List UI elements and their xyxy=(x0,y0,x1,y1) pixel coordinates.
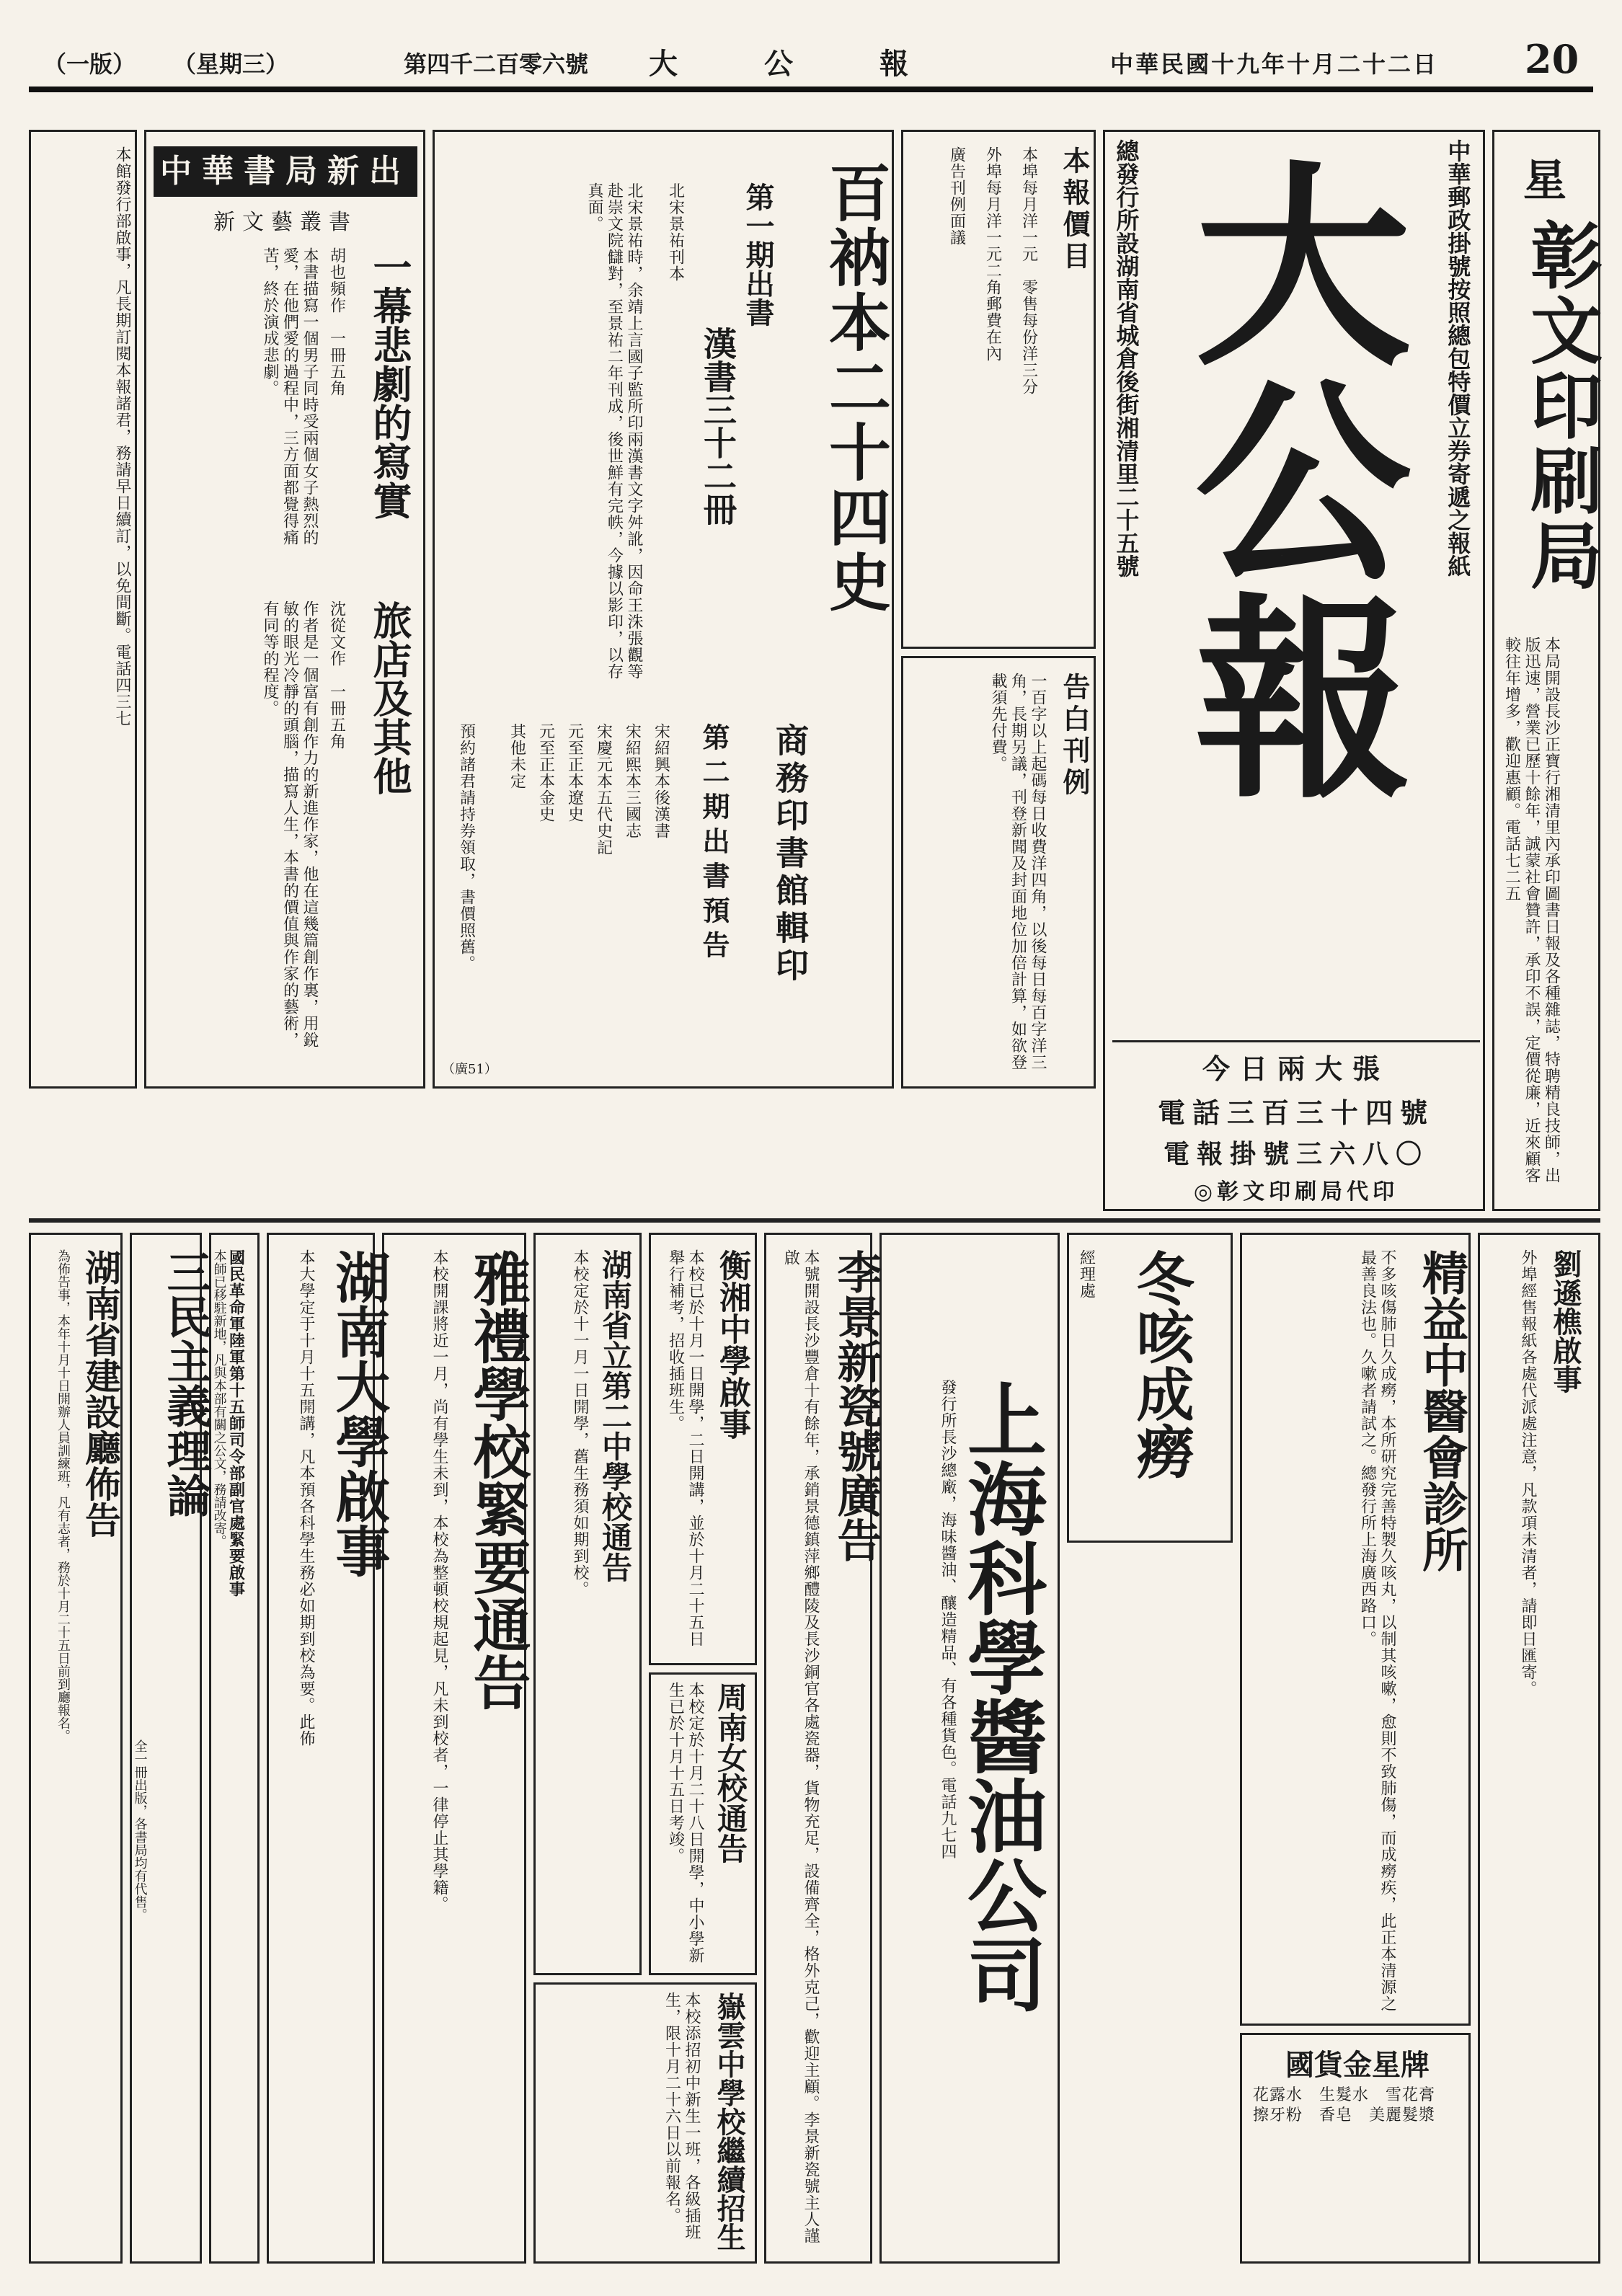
ad-rates-title: 告白刊例 xyxy=(1058,673,1091,799)
ad-body: 本師已移駐新地，凡與本部有關之公文，務請改寄。 xyxy=(211,1249,227,1548)
phone: 電話三百三十四號 xyxy=(1157,1096,1435,1129)
zhonghua-subtitle: 新文藝叢書 xyxy=(213,210,358,235)
ad-body: 本校已於十月一日開學，二日開講，並於十月二十五日舉行補考，招收插班生。 xyxy=(666,1249,704,1647)
ad-rates-text: 一百字以上起碼每日收費洋四角，以後每日每百字洋三角，長期另議，刊登新聞及封面地位加倍計算，如欲登載須先付費。 xyxy=(989,673,1047,1071)
second-period: 第二期出書預告 xyxy=(698,723,730,965)
address: 總發行所設湖南省城倉後街湘清里二十五號 xyxy=(1112,139,1140,577)
preview-item: 宋紹熙本三國志 xyxy=(623,723,642,839)
masthead-paper-name: 大 公 報 xyxy=(649,47,937,81)
book1-title: 一幕悲劇的寫實 xyxy=(367,247,413,520)
book1-desc: 本書描寫一個男子同時受兩個女子熱烈的愛，在他們愛的過程中，三方面都覺得痛苦，終於演成悲劇。 xyxy=(261,247,319,546)
ad-title: 劉遜樵啟事 xyxy=(1548,1249,1582,1393)
ad-body: 本大學定于十月十五開講，凡本預各科學生務必如期到校為要。此佈 xyxy=(297,1249,315,1747)
edition: （一版） xyxy=(43,50,136,78)
zhonghua-ad xyxy=(144,130,425,1089)
ad-kexue-soy xyxy=(879,1233,1060,2264)
ad-title: 湖南大學啟事 xyxy=(327,1249,391,1578)
book2-author: 沈從文作 一冊五角 xyxy=(327,600,346,750)
ad-title: 雅禮學校緊要通告 xyxy=(464,1249,531,1711)
ad-zhounan-school xyxy=(649,1672,757,1975)
price-line-1: 本埠每月洋一元 零售每份洋三分 xyxy=(1019,146,1038,395)
ad-cough xyxy=(1067,1233,1233,1543)
ad-title: 嶽雲中學校繼續招生 xyxy=(712,1992,746,2251)
ad-body: 不多咳傷肺日久成癆，本所研究完善特製久咳丸，以制其咳嗽，愈則不致肺傷，而成癆疾，此正本清源之最善良法也。久嗽者請試之。總發行所上海廣西路口。 xyxy=(1358,1249,1396,2012)
ad-hunan-university xyxy=(267,1233,391,2264)
ad-lower-right xyxy=(1478,1233,1600,2264)
ad-construction-bureau xyxy=(29,1233,123,2264)
ad-title: 精益中醫會診所 xyxy=(1414,1249,1468,1572)
main-title: 大公報 xyxy=(1158,154,1413,802)
ad-body: 外埠經售報紙各處代派處注意，凡款項未清者，請即日匯寄。 xyxy=(1519,1249,1537,1697)
ad-ref-no: （廣51） xyxy=(442,1062,497,1077)
price-title: 本報價目 xyxy=(1058,146,1091,273)
left-notice-column xyxy=(29,130,137,1089)
issue-number: 第四千二百零六號 xyxy=(404,50,589,78)
baina-publisher: 商務印書館輯印 xyxy=(771,723,810,985)
printer-name: 彰文印刷局 xyxy=(1518,218,1603,593)
left-notice-text: 本館發行部啟事，凡長期訂閱本報諸君，務請早日續訂，以免間斷。電話四三七 xyxy=(113,146,131,727)
order-note: 預約諸君請持券領取，書價照舊。 xyxy=(457,723,476,972)
ad-title: 周南女校通告 xyxy=(713,1682,748,1863)
masthead-line xyxy=(29,87,1593,92)
title-block xyxy=(1103,130,1485,1211)
book1-author: 胡也頻作 一冊五角 xyxy=(327,247,346,396)
ad-sanmin-theory xyxy=(130,1233,212,2264)
ad-hengxiang-school xyxy=(649,1233,757,1665)
book2-desc: 作者是一個富有創作力的新進作家，他在這幾篇創作裏，用銳敏的眼光冷靜的頭腦，描寫人生，本書的價值與作家的藝術，有同等的程度。 xyxy=(261,600,319,1048)
weekday: （星期三） xyxy=(173,50,289,78)
ad-title: 上海科學醬油公司 xyxy=(954,1379,1047,2013)
left-column-ad xyxy=(1492,130,1603,1211)
ad-yueyun-school xyxy=(533,1982,757,2264)
ad-title: 三民主義理論 xyxy=(159,1249,212,1517)
cable: 電報掛號三六八〇 xyxy=(1163,1139,1429,1169)
ad-body: 花露水 生髮水 雪花膏 擦牙粉 香皂 美麗髮漿 xyxy=(1253,2086,1453,2124)
baina-title: 百衲本二十四史 xyxy=(818,161,891,615)
ad-body: 本校定於十月二十八日開學，中小學新生已於十月十五日考竣。 xyxy=(666,1682,704,1964)
preview-item: 其他未定 xyxy=(508,723,526,789)
ad-title: 湖南省建設廳佈告 xyxy=(79,1249,122,1538)
price-box xyxy=(901,130,1096,649)
ad-body: 本校添招初中新生一班，各級插班生，限十月二十六日以前報名。 xyxy=(662,1992,701,2240)
postal-note: 中華郵政掛號按照總包特價立券寄遞之報紙 xyxy=(1444,139,1472,577)
baina-ad xyxy=(433,130,894,1089)
ad-title: 國貨金星牌 xyxy=(1285,2048,1430,2082)
price-line-3: 廣告刊例面議 xyxy=(947,146,966,246)
ad-body: 本校定於十一月一日開學，舊生務須如期到校。 xyxy=(571,1249,589,1597)
ad-jingyi-clinic xyxy=(1240,1233,1471,2026)
ad-body: 為佈告事，本年十月十日開辦人員訓練班，凡有志者，務於十月二十五日前到廳報名。 xyxy=(56,1249,71,1742)
ad-body: 全一冊出版，各書局均有代售。 xyxy=(132,1739,148,1921)
ad-yali-school xyxy=(382,1233,531,2264)
date-line: 中華民國十九年十月二十二日 xyxy=(1110,50,1439,78)
ad-title: 冬咳成癆 xyxy=(1127,1249,1195,1480)
book2-title: 旅店及其他 xyxy=(367,600,413,795)
ad-title: 李景新瓷號廣告 xyxy=(830,1249,882,1562)
ad-body: 本號開設長沙豐倉十有餘年，承銷景德鎮萍鄉醴陵及長沙銅官各處瓷器，貨物充足，設備齊全，格外克己，歡迎主顧。李景新瓷號主人謹啟 xyxy=(781,1249,820,2244)
han-book: 漢書三十二冊 xyxy=(699,327,737,526)
ad-jinxing-brand xyxy=(1240,2033,1471,2264)
baina-description: 北宋景祐時，余靖上言國子監所印兩漢書文字舛訛，因命王洙張觀等赴崇文院讎對，至景祐二年刊成，後世鮮有完帙，今據以影印，以存真面。 xyxy=(585,182,643,680)
printer-text: 本局開設長沙正寶行湘清里內承印圖書日報及各種雜誌，特聘精良技師，出版迅速，營業已歷十餘年，誠蒙社會贊許，承印不誤，定價從廉，近來顧客較往年增多，歡迎惠顧。電話七二五 xyxy=(1502,637,1561,1184)
ad-body: 本校開課將近一月，尚有學生未到，本校為整頓校規起見，凡未到校者，一律停止其學籍。 xyxy=(430,1249,448,1912)
preview-item: 元至正本遼史 xyxy=(565,723,584,823)
preview-item: 宋慶元本五代史記 xyxy=(594,723,613,856)
ad-li-jingxin-porcelain xyxy=(764,1233,882,2264)
han-note: 北宋景祐刊本 xyxy=(666,182,685,282)
printer-credit: ◎彰文印刷局代印 xyxy=(1193,1179,1399,1205)
ad-title: 衡湘中學啟事 xyxy=(714,1249,750,1440)
preview-item: 元至正本金史 xyxy=(536,723,555,823)
ad-body: 經理處 xyxy=(1077,1249,1096,1299)
zhonghua-title-bar: 中華書局新出 xyxy=(154,146,417,197)
page-number: 20 xyxy=(1525,36,1579,82)
ad-hunan-second-school xyxy=(533,1233,642,1975)
today-pages: 今日兩大張 xyxy=(1112,1040,1480,1083)
price-line-2: 外埠每月洋一元二角郵費在內 xyxy=(983,146,1002,362)
section-divider xyxy=(29,1218,1600,1223)
first-period: 第一期出書 xyxy=(741,182,775,327)
ad-rates-box xyxy=(901,656,1096,1089)
star-label: 星 xyxy=(1523,156,1566,206)
ad-title: 湖南省立第二中學校通告 xyxy=(598,1249,633,1582)
ad-body: 發行所長沙總廠，海味醬油、釀造精品、有各種貨色。電話九七四 xyxy=(939,1379,957,1860)
ad-title: 國民革命軍陸軍第十五師司令部副官處緊要啟事 xyxy=(226,1249,246,1597)
preview-item: 宋紹興本後漢書 xyxy=(652,723,670,839)
